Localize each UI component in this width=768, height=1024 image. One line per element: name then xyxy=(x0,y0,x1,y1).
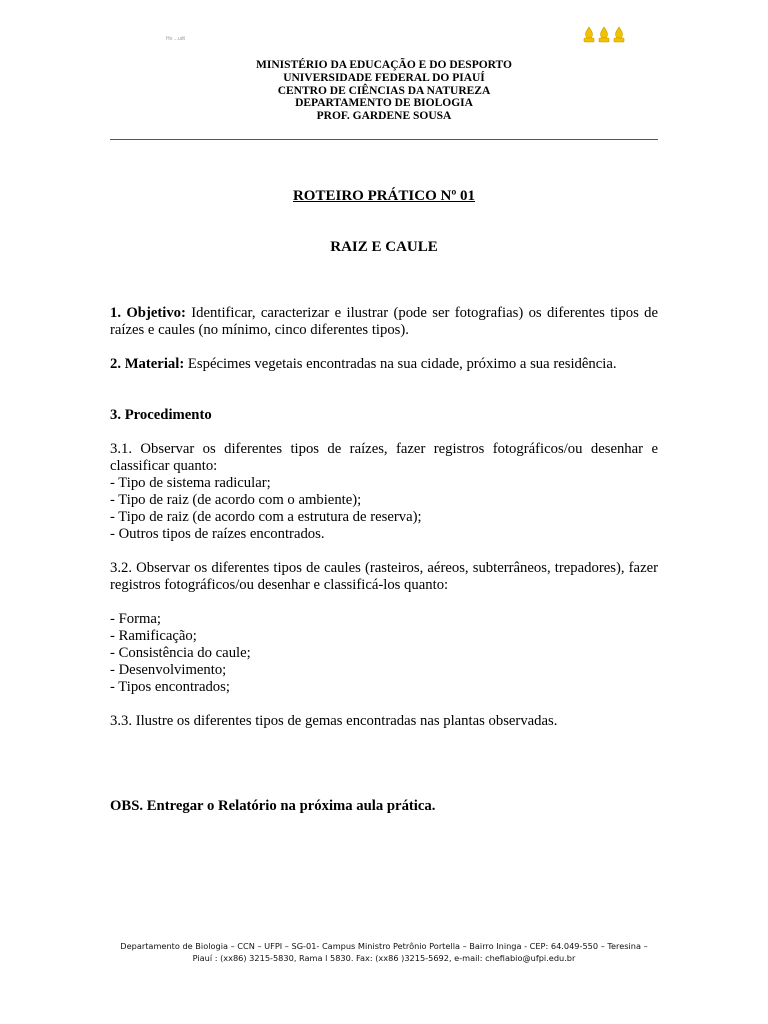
step2-item: - Desenvolvimento; xyxy=(110,662,227,678)
step1-item: - Tipo de sistema radicular; xyxy=(110,475,271,491)
step1-item: - Outros tipos de raízes encontrados. xyxy=(110,526,325,542)
objective-text: Identificar, caracterizar e ilustrar (pode ser fotografias) os diferentes tipos de raízes e caules (no mínimo, cinco diferentes tipos). xyxy=(110,305,658,338)
material-paragraph xyxy=(110,356,658,373)
obs-note: OBS. Entregar o Relatório na próxima aula prática. xyxy=(110,798,436,814)
objective-paragraph xyxy=(110,305,658,339)
document-body xyxy=(110,305,658,815)
document-title: ROTEIRO PRÁTICO Nº 01 xyxy=(292,188,476,204)
material-label: 2. Material: xyxy=(110,356,185,372)
header-center: CENTRO DE CIÊNCIAS DA NATUREZA xyxy=(277,84,491,97)
procedure-heading: 3. Procedimento xyxy=(110,407,212,423)
material-text: Espécimes vegetais encontradas na sua cidade, próximo a sua residência. xyxy=(184,356,617,372)
document-subtitle: RAIZ E CAULE xyxy=(330,239,438,255)
document-footer xyxy=(100,940,668,964)
step1-item: - Tipo de raiz (de acordo com o ambiente); xyxy=(110,492,362,508)
step3-text: 3.3. Ilustre os diferentes tipos de gemas encontradas nas plantas observadas. xyxy=(110,713,558,729)
step2-intro: 3.2. Observar os diferentes tipos de caules (rasteiros, aéreos, subterrâneos, trepadores), fazer registros fotográficos/ou desenhar e classificá-los quanto: xyxy=(110,560,658,593)
institution-logo-left: Ho ...udt xyxy=(166,36,185,42)
step1-item: - Tipo de raiz (de acordo com a estrutura de reserva); xyxy=(110,509,422,525)
document-header xyxy=(110,59,658,123)
step2-item: - Ramificação; xyxy=(110,628,197,644)
flame-lamps-logo-icon xyxy=(582,25,626,45)
header-professor: PROF. GARDENE SOUSA xyxy=(316,110,452,123)
step2-item: - Tipos encontrados; xyxy=(110,679,230,695)
footer-address: Departamento de Biologia – CCN – UFPI – SG-01- Campus Ministro Petrônio Portella – Bairro Ininga - CEP: 64.049-550 – Teresina – xyxy=(120,941,648,951)
step2-item: - Consistência do caule; xyxy=(110,645,251,661)
header-university: UNIVERSIDADE FEDERAL DO PIAUÍ xyxy=(283,71,485,84)
footer-contacts: Piauí : (xx86) 3215-5830, Rama l 5830. Fax: (xx86 )3215-5692, e-mail: chefiabio@ufpi.edu.br xyxy=(192,953,576,963)
step2-item: - Forma; xyxy=(110,611,161,627)
objective-label: 1. Objetivo: xyxy=(110,305,186,321)
header-divider xyxy=(110,139,658,140)
header-department: DEPARTAMENTO DE BIOLOGIA xyxy=(295,97,473,110)
step1-intro: 3.1. Observar os diferentes tipos de raízes, fazer registros fotográficos/ou desenhar e classificar quanto: xyxy=(110,441,658,474)
header-ministry: MINISTÉRIO DA EDUCAÇÃO E DO DESPORTO xyxy=(256,59,512,71)
